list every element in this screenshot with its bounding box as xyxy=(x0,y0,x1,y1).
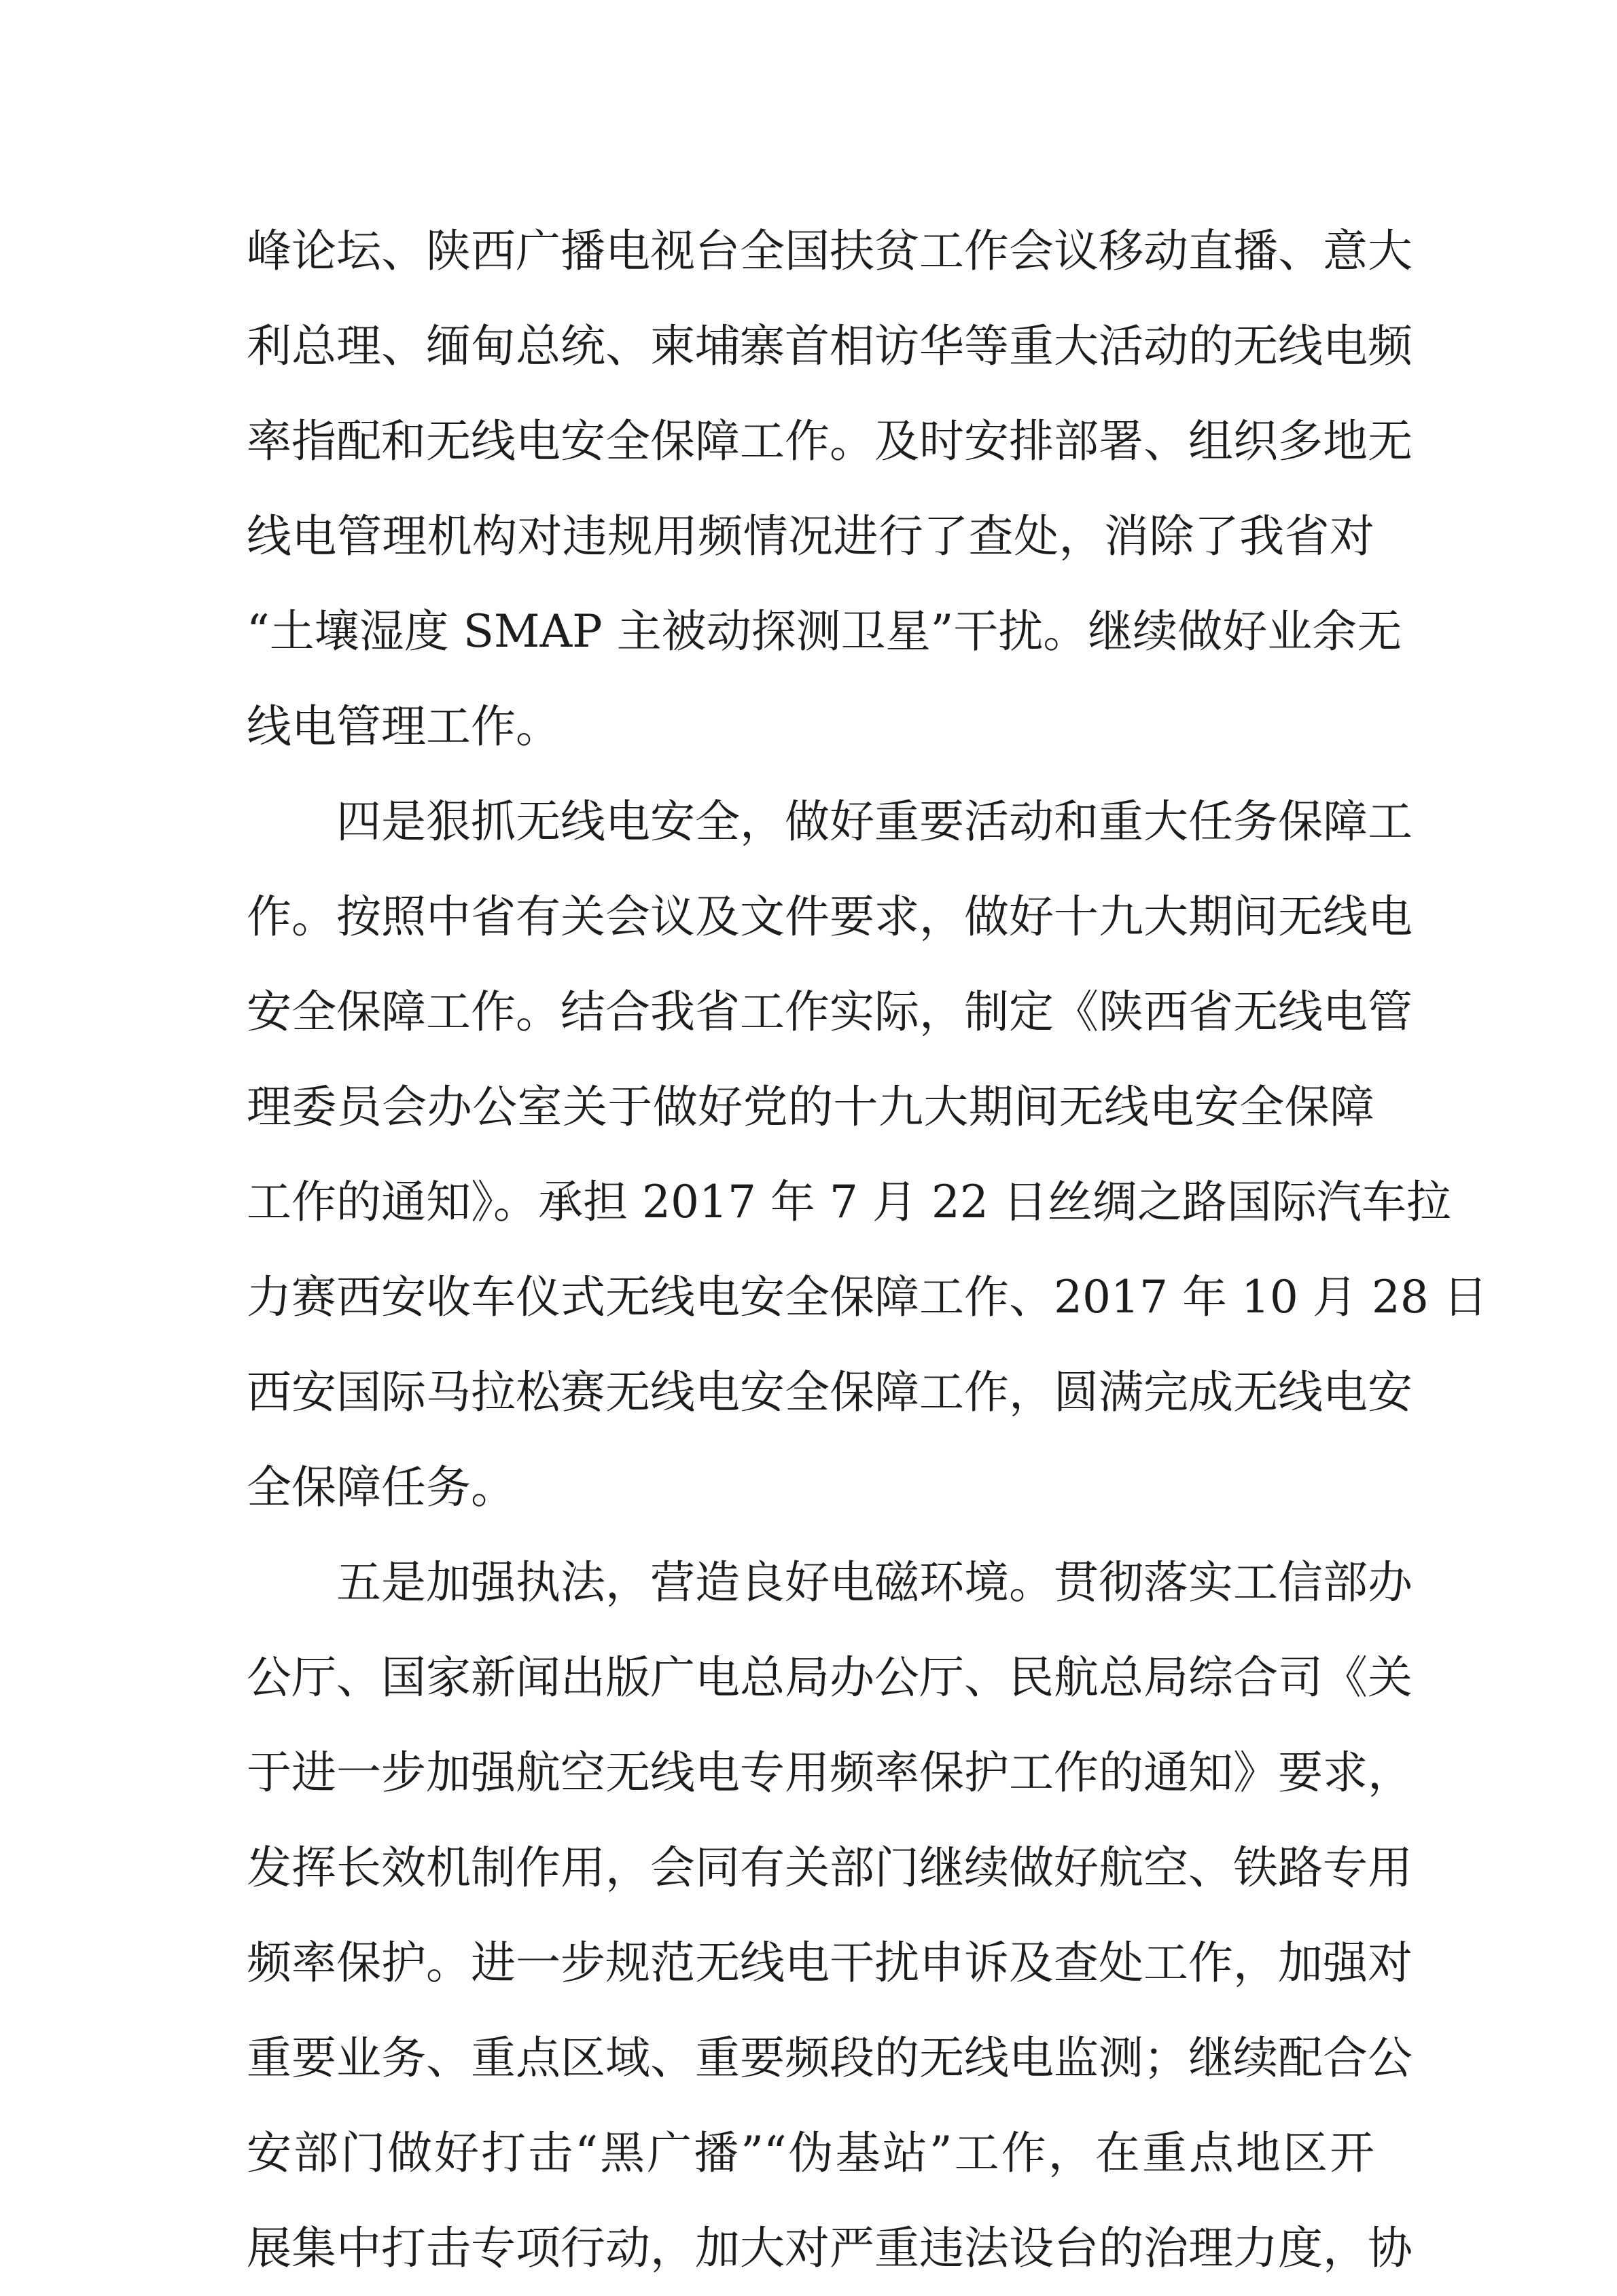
body-text xyxy=(247,204,1488,2296)
paragraph-2 xyxy=(247,774,1488,1535)
text-line: 利总理、缅甸总统、柬埔寨首相访华等重大活动的无线电频 xyxy=(247,320,1412,372)
text-line: 作。按照中省有关会议及文件要求，做好十九大期间无线电 xyxy=(247,891,1412,943)
text-line: “土壤湿度 SMAP 主被动探测卫星”干扰。继续做好业余无 xyxy=(247,605,1402,658)
text-line: 力赛西安收车仪式无线电安全保障工作、2017 年 10 月 28 日 xyxy=(247,1271,1488,1323)
text-line: 频率保护。进一步规范无线电干扰申诉及查处工作，加强对 xyxy=(247,1937,1412,1989)
text-line: 峰论坛、陕西广播电视台全国扶贫工作会议移动直播、意大 xyxy=(247,225,1412,277)
text-line: 安全保障工作。结合我省工作实际，制定《陕西省无线电管 xyxy=(247,986,1412,1038)
paragraph-1 xyxy=(247,204,1412,774)
text-line: 展集中打击专项行动，加大对严重违法设台的治理力度，协 xyxy=(247,2222,1412,2274)
text-line: 四是狠抓无线电安全，做好重要活动和重大任务保障工 xyxy=(336,795,1412,848)
text-line: 线电管理机构对违规用频情况进行了查处，消除了我省对 xyxy=(247,510,1374,562)
text-line: 发挥长效机制作用，会同有关部门继续做好航空、铁路专用 xyxy=(247,1842,1412,1894)
text-line: 重要业务、重点区域、重要频段的无线电监测；继续配合公 xyxy=(247,2032,1412,2084)
text-line: 线电管理工作。 xyxy=(247,700,561,753)
paragraph-3 xyxy=(247,1535,1412,2296)
text-line: 公厅、国家新闻出版广电总局办公厅、民航总局综合司《关 xyxy=(247,1651,1412,1704)
text-line: 安部门做好打击“黑广播”“伪基站”工作，在重点地区开 xyxy=(247,2127,1374,2179)
text-line: 于进一步加强航空无线电专用频率保护工作的通知》要求， xyxy=(247,1746,1412,1799)
text-line: 全保障任务。 xyxy=(247,1461,516,1513)
text-line: 率指配和无线电安全保障工作。及时安排部署、组织多地无 xyxy=(247,415,1412,467)
text-line: 理委员会办公室关于做好党的十九大期间无线电安全保障 xyxy=(247,1081,1374,1133)
text-line: 西安国际马拉松赛无线电安全保障工作，圆满完成无线电安 xyxy=(247,1366,1412,1418)
text-line: 五是加强执法，营造良好电磁环境。贯彻落实工信部办 xyxy=(336,1556,1412,1609)
text-line: 工作的通知》。承担 2017 年 7 月 22 日丝绸之路国际汽车拉 xyxy=(247,1176,1451,1228)
